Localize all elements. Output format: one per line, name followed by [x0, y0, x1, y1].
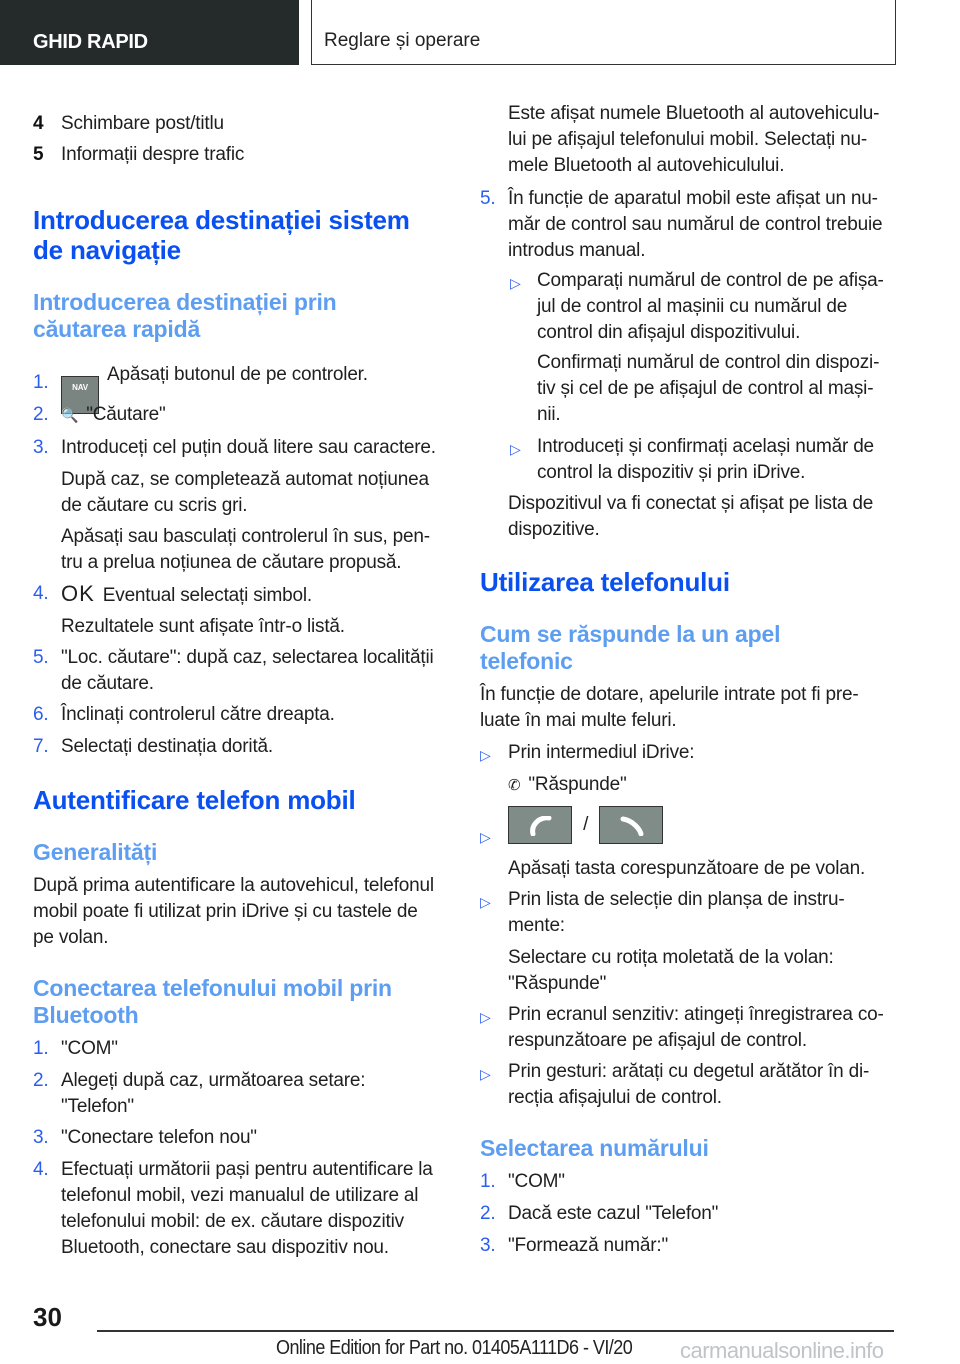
- step-item: 5. "Loc. căutare": după caz, selectarea localității de căutare.: [33, 647, 434, 694]
- section-title: GHID RAPID: [33, 31, 148, 53]
- legend-item: 5 Informații despre trafic: [33, 144, 245, 165]
- heading-phone-auth: Autentificare telefon mobil: [33, 785, 356, 815]
- bullet-note: ✆ "Răspunde": [508, 774, 627, 795]
- bullet-item: ▷ Prin ecranul senzitiv: atingeți înregistrarea co- respunzătoare pe afișajul de control.: [480, 1004, 884, 1051]
- bullet-item: ▷ Prin lista de selecție din planșa de instru- mente:: [480, 889, 845, 936]
- watermark: carmanualsonline.info: [680, 1338, 884, 1363]
- heading-bluetooth: Conectarea telefonului mobil prin Bluetooth: [33, 975, 392, 1028]
- chapter-title: Reglare și operare: [324, 30, 481, 51]
- bt-step: 2. Alegeți după caz, următoarea setare: "Telefon": [33, 1070, 366, 1117]
- triangle-bullet-icon: ▷: [480, 894, 491, 910]
- search-icon: 🔍: [61, 407, 79, 423]
- step-item: 2. 🔍 "Căutare": [33, 404, 166, 425]
- triangle-bullet-icon: ▷: [510, 275, 521, 291]
- heading-quick-search: Introducerea destinației prin căutarea rapidă: [33, 289, 337, 342]
- page-number: 30: [33, 1302, 62, 1332]
- bullet-item: ▷ Prin gesturi: arătați cu degetul arătător în di- recția afișajului de control.: [480, 1061, 870, 1108]
- step-item: 1. NAVApăsați butonul de pe controler.: [33, 362, 453, 414]
- heading-general: Generalități: [33, 839, 158, 865]
- bullet-note: Apăsați tasta corespunzătoare de pe volan.: [508, 858, 866, 879]
- bt-step: 3. "Conectare telefon nou": [33, 1127, 257, 1148]
- step-item: 7. Selectați destinația dorită.: [33, 736, 273, 757]
- triangle-bullet-icon: ▷: [480, 747, 491, 763]
- bullet-item: ▷ Prin intermediul iDrive:: [480, 740, 900, 766]
- step-item: 3. Introduceți cel puțin două litere sau caractere.: [33, 437, 436, 458]
- step-item: 4. OK Eventual selectați simbol.: [33, 581, 312, 606]
- triangle-bullet-icon: ▷: [510, 441, 521, 457]
- end-call-button-icon: [599, 806, 663, 844]
- select-step: 3. "Formează număr:": [480, 1235, 669, 1256]
- step-note: După caz, se completează automat noțiunea de căutare cu scris gri.: [61, 469, 429, 516]
- edition-text: Online Edition for Part no. 01405A111D6 - VI/20: [276, 1337, 633, 1359]
- bullet-item: ▷ Introduceți și confirmați același număr de control la dispozitiv și prin iDrive.: [510, 436, 874, 483]
- triangle-bullet-icon: ▷: [480, 829, 491, 845]
- bullet-item: ▷ /: [480, 806, 900, 844]
- heading-answer-call: Cum se răspunde la un apel telefonic: [480, 621, 781, 674]
- bullet-note: Confirmați numărul de control din dispozi- tiv și cel de pe afișajul de control al mași- nii.: [537, 352, 880, 425]
- accept-call-button-icon: [508, 806, 572, 844]
- nav-button-icon: NAV: [61, 376, 99, 414]
- section-tab: [0, 0, 299, 65]
- heading-select-number: Selectarea numărului: [480, 1135, 709, 1161]
- general-paragraph: După prima autentificare la autovehicul, telefonul mobil poate fi utilizat prin iDrive și cu tastele de pe volan.: [33, 875, 434, 948]
- heading-phone-use: Utilizarea telefonului: [480, 567, 730, 597]
- triangle-bullet-icon: ▷: [480, 1009, 491, 1025]
- select-step: 2. Dacă este cazul "Telefon": [480, 1203, 719, 1224]
- answer-paragraph: În funcție de dotare, apelurile intrate pot fi pre- luate în mai multe feluri.: [480, 684, 859, 731]
- result-paragraph: Dispozitivul va fi conectat și afișat pe lista de dispozitive.: [508, 493, 874, 540]
- select-step: 1. "COM": [480, 1171, 565, 1192]
- footer-divider: [97, 1330, 894, 1332]
- phone-icon: ✆: [508, 777, 521, 794]
- step-item: 6. Înclinați controlerul către dreapta.: [33, 704, 335, 725]
- bullet-note: Selectare cu rotița moletată de la volan: "Răspunde": [508, 947, 834, 994]
- step-note: Rezultatele sunt afișate într-o listă.: [61, 616, 345, 637]
- bt-step: 5. În funcție de aparatul mobil este afișat un nu- măr de control sau numărul de control trebuie introdus manual.: [480, 188, 883, 261]
- bt-step: 4. Efectuați următorii pași pentru autentificare la telefonul mobil, vezi manualul de utilizare al telefonului mobil: de ex. căutare dispozitiv Bluetooth, conectare sau dispozitiv nou.: [33, 1159, 433, 1258]
- heading-nav-destination: Introducerea destinației sistem de navigație: [33, 205, 410, 265]
- triangle-bullet-icon: ▷: [480, 1066, 491, 1082]
- bt-step: 1. "COM": [33, 1038, 118, 1059]
- legend-item: 4 Schimbare post/titlu: [33, 113, 224, 134]
- continued-paragraph: Este afișat numele Bluetooth al autovehiculu- lui pe afișajul telefonului mobil. Selectați nu- mele Bluetooth al autovehiculului.: [508, 103, 880, 176]
- chapter-tab: [311, 0, 896, 65]
- step-note: Apăsați sau basculați controlerul în sus, pen- tru a prelua noțiunea de căutare propusă.: [61, 526, 430, 573]
- bullet-item: ▷ Comparați numărul de control de pe afișa- jul de control al mașinii cu numărul de control din afișajul dispozitivului.: [510, 270, 884, 343]
- ok-icon: OK: [61, 581, 95, 606]
